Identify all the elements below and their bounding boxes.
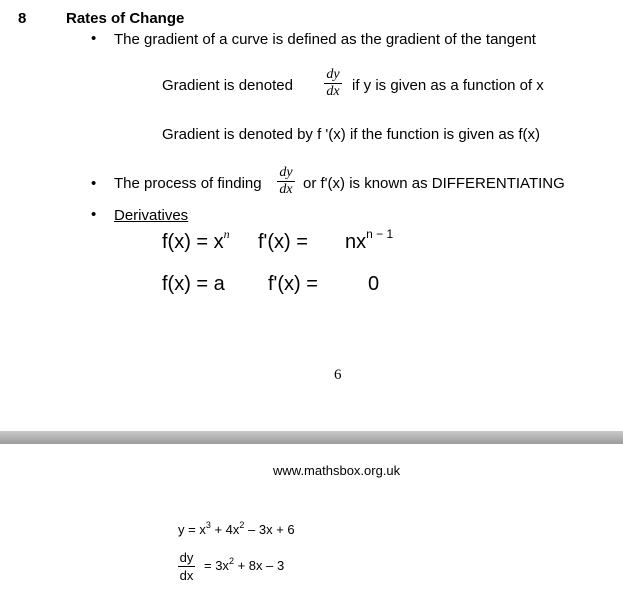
bullet-text-1: The gradient of a curve is defined as the gradient of the tangent xyxy=(114,31,536,48)
bullet-dot: • xyxy=(91,206,97,223)
gradient-note-1-prefix: Gradient is denoted xyxy=(162,77,293,94)
page-number: 6 xyxy=(334,367,342,383)
section-number: 8 xyxy=(18,10,27,27)
website-url: www.mathsbox.org.uk xyxy=(273,463,401,478)
gradient-note-2: Gradient is denoted by f '(x) if the function is given as f(x) xyxy=(162,126,541,143)
fraction-denominator: dx xyxy=(326,84,340,99)
formula-1-rhs: $nx^{n - 1}$ xyxy=(345,227,394,253)
example-equation: $y = x^3 + 4x^2 - 3x + 6$ xyxy=(178,520,295,537)
fraction-denominator: dx xyxy=(179,568,194,583)
fraction-bar xyxy=(178,566,195,567)
example-derivative-rhs: = $3x^2 + 8x - 3$ xyxy=(204,556,285,573)
fraction-numerator: dy xyxy=(179,550,194,565)
formula-1-lhs: $f(x) = x^n$ xyxy=(162,227,230,253)
dy-dx-fraction xyxy=(277,166,295,197)
fraction-numerator: dy xyxy=(326,67,340,82)
page-divider xyxy=(0,431,623,444)
formula-2-rhs: 0 xyxy=(368,273,380,295)
bullet-dot: • xyxy=(91,30,97,47)
formula-2-mid: f'(x) = xyxy=(268,273,318,295)
example-derivative-fraction xyxy=(178,550,195,583)
formula-1-mid: f'(x) = xyxy=(258,231,308,253)
bullet-text-2-prefix: The process of finding xyxy=(114,175,262,192)
formula-2-lhs: f(x) = a xyxy=(162,273,225,295)
gradient-note-1-suffix: if y is given as a function of x xyxy=(352,77,544,94)
derivatives-heading: Derivatives xyxy=(114,207,189,224)
fraction-numerator: dy xyxy=(279,165,293,180)
bullet-dot: • xyxy=(91,175,97,192)
dy-dx-fraction xyxy=(324,68,342,99)
fraction-denominator: dx xyxy=(279,182,293,197)
section-title: Rates of Change xyxy=(66,10,185,27)
bullet-text-2-suffix: or f'(x) is known as DIFFERENTIATING xyxy=(303,175,565,192)
